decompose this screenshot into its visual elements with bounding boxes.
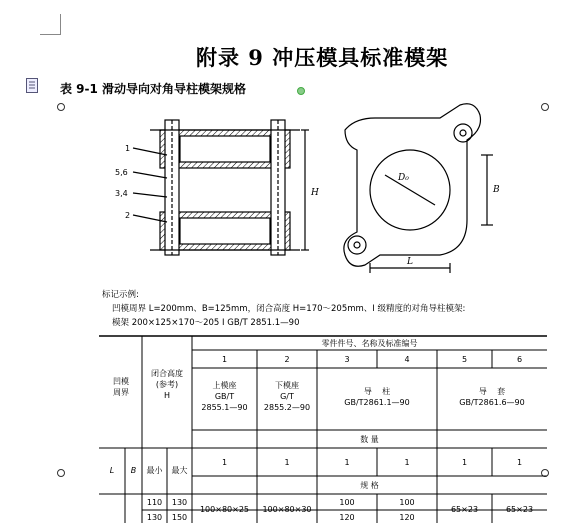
part-name: 上模座 GB/T 2855.1—90: [201, 381, 248, 412]
table-cell: 120: [399, 513, 415, 522]
die-set-drawing: [95, 100, 525, 285]
resize-handle[interactable]: [297, 87, 305, 95]
header-B: B: [130, 466, 137, 475]
table-caption: 表 9-1 滑动导向对角导柱模架规格: [60, 82, 247, 96]
table-cell: 110: [146, 498, 163, 507]
part-number: 2: [284, 355, 290, 364]
header-L: L: [109, 466, 115, 475]
header-max: 最大: [171, 466, 188, 475]
table-cell: 65×23: [505, 505, 534, 514]
part-number: 6: [516, 355, 523, 364]
header-die-perimeter: 凹模 周界: [113, 377, 129, 397]
part-label: 1: [125, 144, 131, 153]
part-label: 3,4: [115, 189, 128, 198]
table-cell: 100: [399, 498, 415, 507]
page-title: 附录 9 冲压模具标准模架: [196, 45, 449, 70]
part-name: 导 套 GB/T2861.6—90: [459, 387, 525, 407]
table-cell: 65×23: [450, 505, 479, 514]
resize-handle[interactable]: [541, 103, 549, 111]
part-number: 1: [221, 355, 228, 364]
header-closed-height: 闭合高度 (参考) H: [151, 369, 183, 400]
table-cell: 100: [339, 498, 355, 507]
dimension-label: H: [311, 188, 319, 198]
table-cell: 100×80×30: [262, 505, 312, 514]
part-name: 导 柱 GB/T2861.1—90: [344, 387, 410, 407]
part-number: 4: [404, 355, 410, 364]
resize-handle[interactable]: [57, 103, 65, 111]
table-cell: 150: [171, 513, 188, 522]
table-cell: 120: [339, 513, 355, 522]
marking-example-line: 凹模周界 L=200mm、B=125mm，闭合高度 H=170～205mm、I 级精度的对角导柱模架:: [112, 304, 466, 314]
part-number: 5: [461, 355, 468, 364]
quantity-cell: 1: [344, 458, 350, 467]
quantity-cell: 1: [221, 458, 228, 467]
header-min: 最小: [146, 466, 163, 475]
dimension-label: L: [407, 257, 413, 267]
resize-handle[interactable]: [57, 469, 65, 477]
quantity-cell: 1: [284, 458, 290, 467]
paragraph-mark-icon: [26, 78, 38, 93]
spec-table: [97, 328, 547, 523]
dimension-label: B: [493, 185, 500, 195]
header-quantity: 数 量: [360, 435, 379, 444]
table-cell: 130: [146, 513, 163, 522]
quantity-cell: 1: [516, 458, 523, 467]
quantity-cell: 1: [404, 458, 410, 467]
header-spec: 规 格: [360, 481, 379, 490]
header-parts: 零件件号、名称及标准编号: [321, 339, 418, 348]
marking-example-heading: 标记示例:: [102, 290, 139, 300]
part-label: 5,6: [115, 168, 128, 177]
part-label: 2: [125, 211, 131, 220]
part-name: 下模座 G/T 2855.2—90: [263, 381, 311, 412]
part-number: 3: [344, 355, 350, 364]
dimension-label: D₀: [398, 173, 409, 183]
table-cell: 130: [171, 498, 188, 507]
page-corner-marker: [40, 14, 61, 35]
quantity-cell: 1: [461, 458, 468, 467]
table-cell: 100×80×25: [199, 505, 250, 514]
marking-example-line: 模架 200×125×170～205 I GB/T 2851.1—90: [112, 318, 300, 328]
